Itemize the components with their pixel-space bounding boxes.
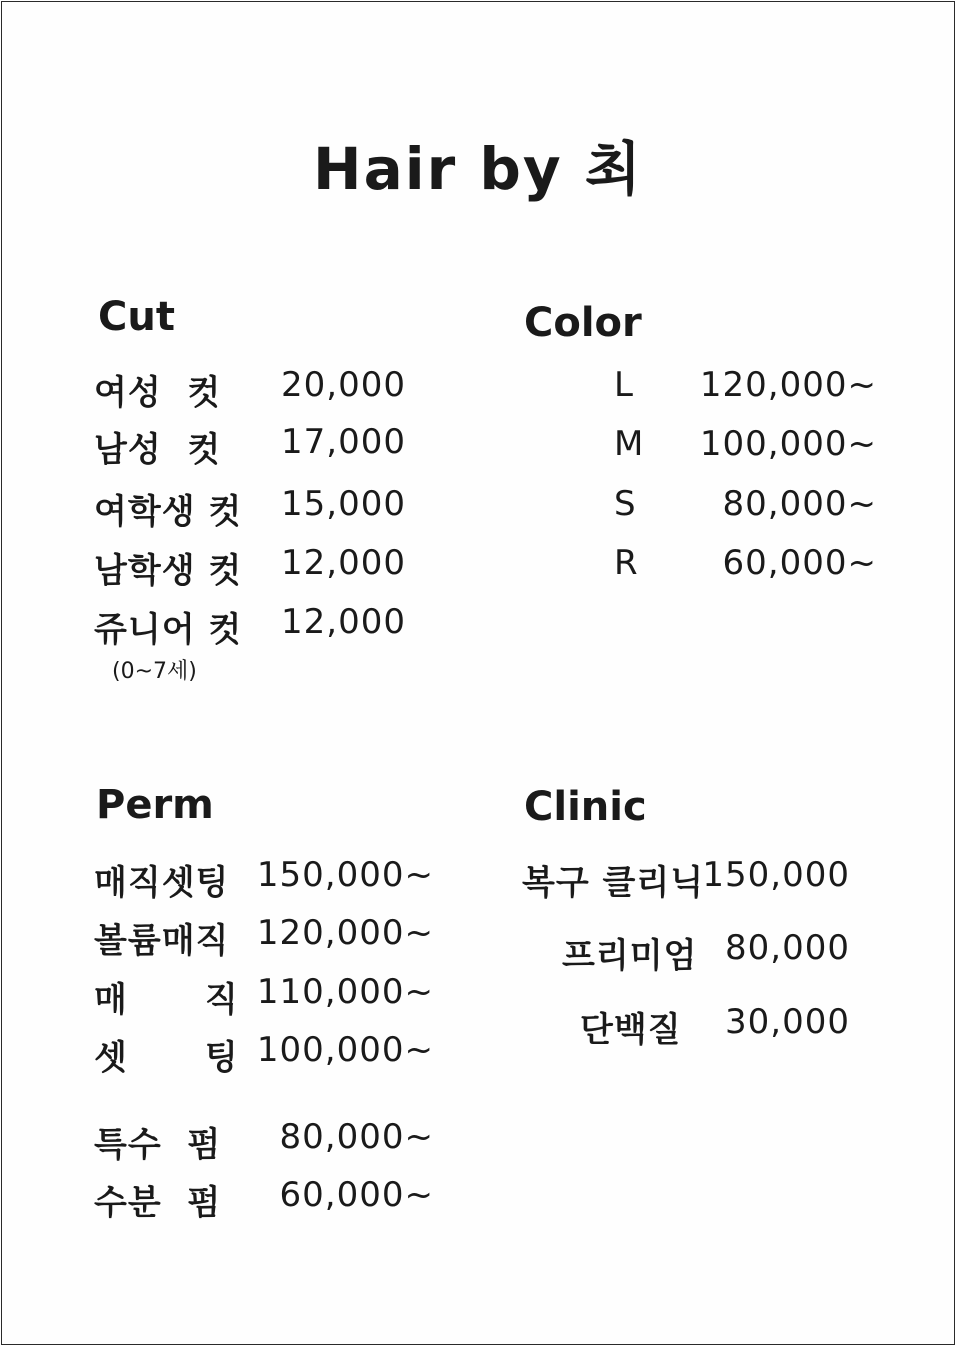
color-heading: Color	[524, 300, 642, 346]
color-label: R	[614, 543, 639, 583]
cut-label: 남성 컷	[94, 430, 222, 470]
perm-label: 매 직	[94, 980, 239, 1020]
cut-row	[94, 484, 406, 532]
color-price: 80,000~	[722, 484, 877, 524]
color-label: S	[614, 484, 637, 524]
perm-label: 매직셋팅	[94, 863, 230, 903]
clinic-row	[580, 1002, 850, 1050]
cut-label: 여학생 컷	[94, 492, 243, 532]
color-row	[602, 543, 877, 587]
color-price: 100,000~	[699, 424, 877, 464]
perm-price: 60,000~	[279, 1175, 434, 1215]
perm-price: 150,000~	[256, 855, 434, 895]
clinic-label: 프리미엄	[562, 936, 698, 976]
clinic-row	[522, 855, 850, 903]
cut-label: 남학생 컷	[94, 551, 243, 591]
cut-row	[94, 365, 406, 413]
clinic-price: 80,000	[725, 928, 850, 968]
perm-row	[94, 972, 434, 1020]
perm-row	[94, 1030, 434, 1078]
perm-heading: Perm	[96, 782, 214, 828]
color-price: 120,000~	[699, 365, 877, 405]
clinic-price: 150,000	[702, 855, 850, 895]
perm-price: 110,000~	[256, 972, 434, 1012]
color-row	[602, 365, 877, 409]
clinic-row	[562, 928, 850, 976]
cut-price: 20,000	[281, 365, 406, 405]
color-label: M	[614, 424, 645, 464]
perm-price: 100,000~	[256, 1030, 434, 1070]
cut-price: 12,000	[281, 602, 406, 642]
clinic-label: 복구 클리닉	[522, 863, 705, 903]
perm-label: 볼륨매직	[94, 921, 230, 961]
clinic-heading: Clinic	[524, 784, 647, 830]
perm-label: 셋 팅	[94, 1038, 239, 1078]
cut-label: 여성 컷	[94, 373, 222, 413]
salon-title: Hair by 최	[313, 135, 643, 203]
cut-heading: Cut	[98, 294, 175, 340]
perm-label: 수분 펌	[94, 1183, 222, 1223]
cut-row	[94, 602, 406, 650]
clinic-label: 단백질	[580, 1010, 682, 1050]
color-price: 60,000~	[722, 543, 877, 583]
perm-row	[94, 913, 434, 961]
perm-row	[94, 855, 434, 903]
color-label: L	[614, 365, 634, 405]
perm-label: 특수 펌	[94, 1125, 222, 1165]
cut-price: 15,000	[281, 484, 406, 524]
cut-row	[94, 422, 406, 470]
age-note: (0~7세)	[112, 659, 197, 684]
cut-price: 12,000	[281, 543, 406, 583]
color-row	[602, 424, 877, 468]
perm-price: 120,000~	[256, 913, 434, 953]
color-row	[602, 484, 877, 528]
perm-price: 80,000~	[279, 1117, 434, 1157]
price-menu-sheet	[1, 1, 955, 1345]
cut-row	[94, 543, 406, 591]
cut-price: 17,000	[281, 422, 406, 462]
perm-row	[94, 1117, 434, 1165]
perm-row	[94, 1175, 434, 1223]
clinic-price: 30,000	[725, 1002, 850, 1042]
cut-label: 쥬니어 컷	[94, 610, 243, 650]
